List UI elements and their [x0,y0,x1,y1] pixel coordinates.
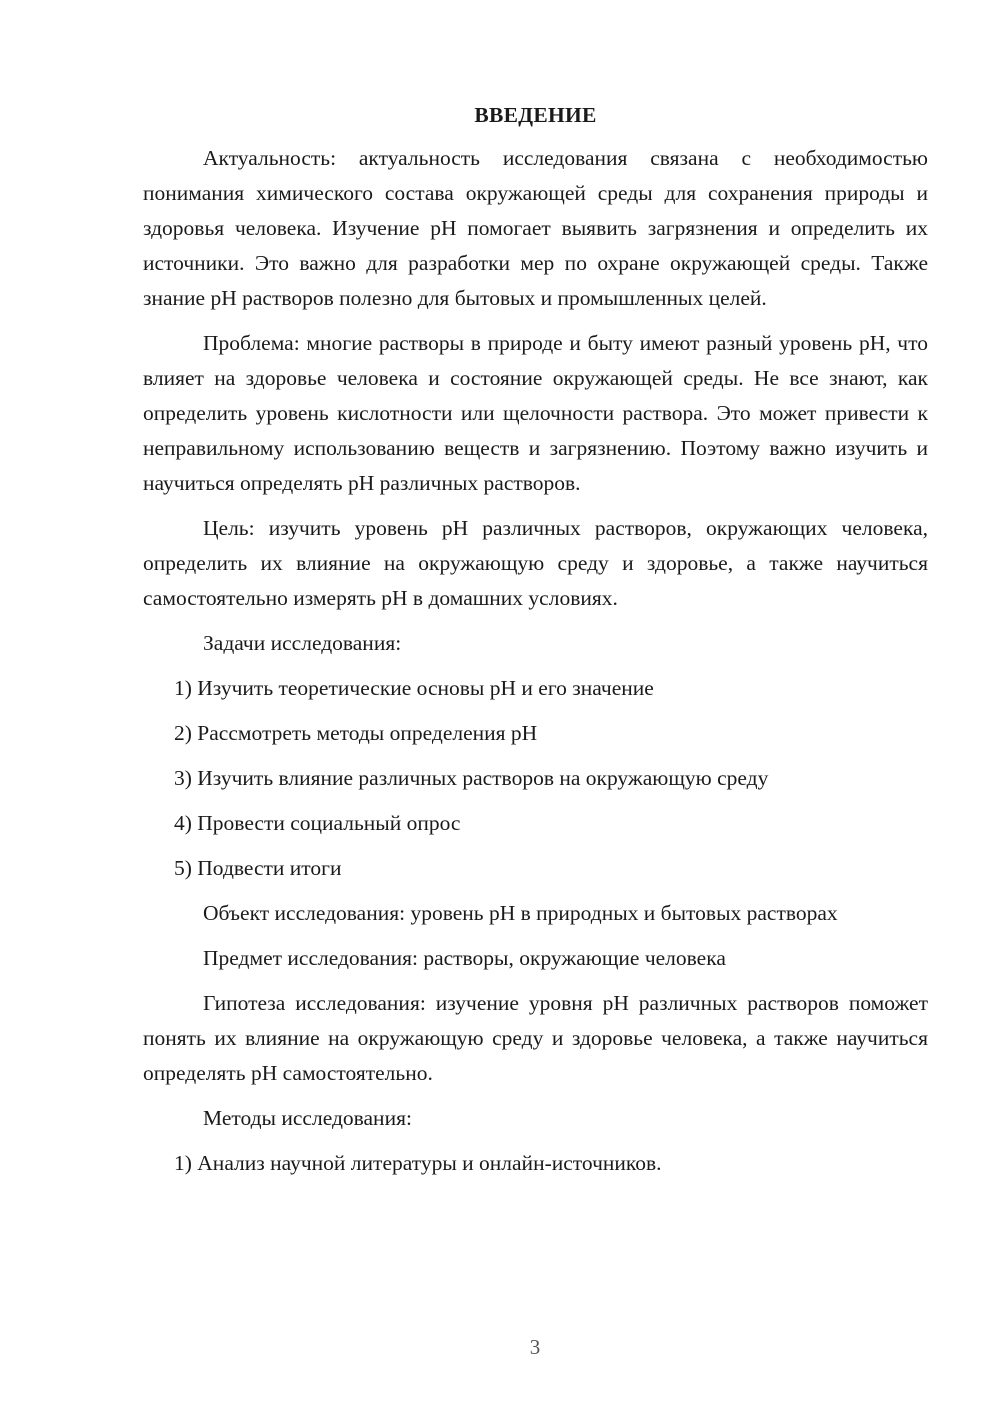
hypothesis-paragraph: Гипотеза исследования: изучение уровня pH различных растворов поможет понять их влияние на окружающую среду и здоровье человека, а также научиться определять pH самостоятельно. [143,991,928,1085]
tasks-list [143,671,928,886]
list-item: 5) Подвести итоги [174,856,342,880]
list-item: 2) Рассмотреть методы определения pH [174,721,538,745]
relevance-paragraph: Актуальность: актуальность исследования связана с необходимостью понимания химического состава окружающей среды для сохранения природы и здоровья человека. Изучение pH помогает выявить загрязнения и определить их источники. Это важно для разработки мер по охране окружающей среды. Также знание pH растворов полезно для бытовых и промышленных целей. [143,146,928,310]
list-item: 1) Изучить теоретические основы pH и его значение [174,676,654,700]
tasks-heading: Задачи исследования: [203,631,402,655]
page-number: 3 [529,1335,541,1359]
list-item: 1) Анализ научной литературы и онлайн-источников. [174,1151,662,1175]
object-paragraph: Объект исследования: уровень pH в природных и бытовых растворах [203,901,838,925]
problem-paragraph: Проблема: многие растворы в природе и быту имеют разный уровень pH, что влияет на здоровье человека и состояние окружающей среды. Не все знают, как определить уровень кислотности или щелочности раствора. Это может привести к неправильному использованию веществ и загрязнению. Поэтому важно изучить и научиться определять pH различных растворов. [143,331,928,495]
methods-heading: Методы исследования: [203,1106,412,1130]
list-item: 4) Провести социальный опрос [174,811,461,835]
section-title: ВВЕДЕНИЕ [474,103,597,127]
list-item: 3) Изучить влияние различных растворов на окружающую среду [174,766,769,790]
methods-list [143,1146,928,1181]
subject-paragraph: Предмет исследования: растворы, окружающие человека [203,946,726,970]
page-content [143,98,928,1191]
goal-paragraph: Цель: изучить уровень pH различных растворов, окружающих человека, определить их влияние на окружающую среду и здоровье, а также научиться самостоятельно измерять pH в домашних условиях. [143,516,928,610]
